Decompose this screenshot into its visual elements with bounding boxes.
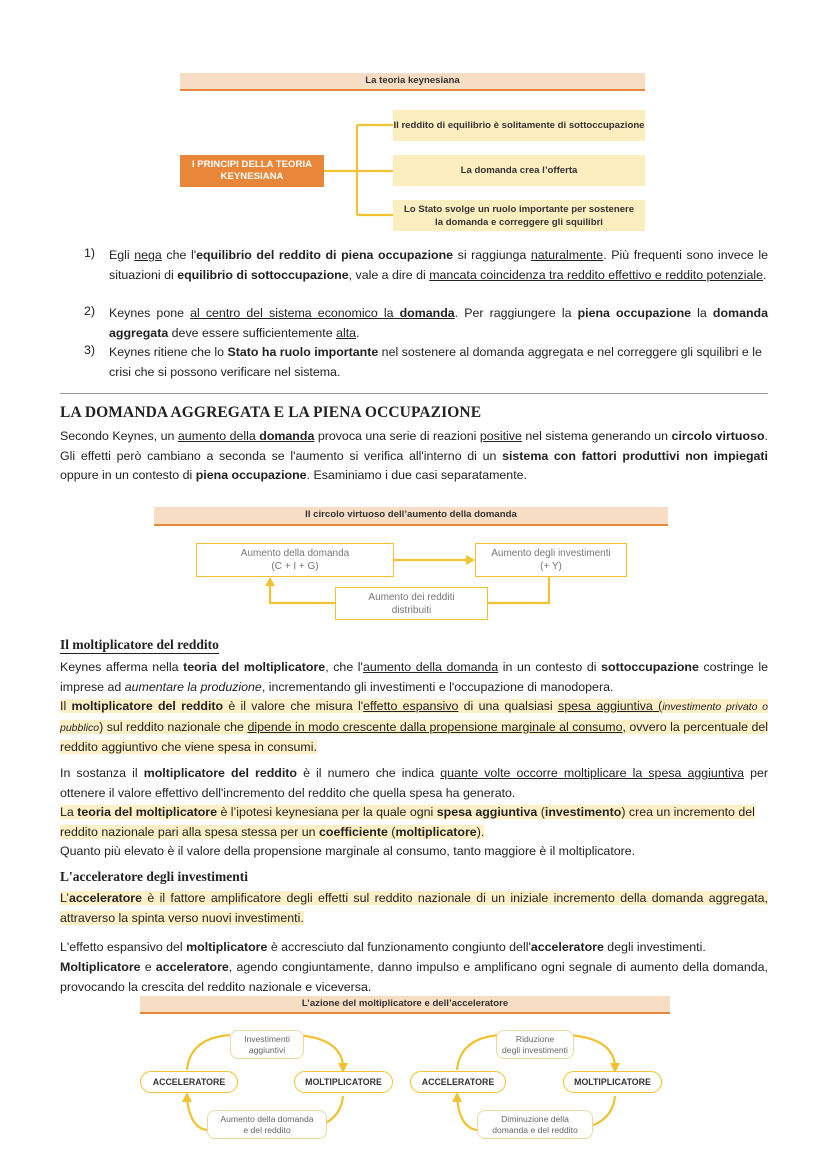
accelerator-heading: L'acceleratore degli investimenti (60, 869, 248, 884)
section-heading-aggregate-demand: LA DOMANDA AGGREGATA E LA PIENA OCCUPAZIONE (60, 404, 482, 421)
branch-box-demand: La domanda crea l’offerta (393, 155, 645, 186)
box-demand-increase: Aumento della domanda (C + I + G) (196, 543, 394, 577)
node-demand-income-increase: Aumento della domanda e del reddito (207, 1110, 327, 1139)
multiplier-paragraph-5: Quanto più elevato è il valore della propensione marginale al consumo, tanto maggiore è il moltiplicatore. (60, 844, 636, 858)
multiplier-pill-left: MOLTIPLICATORE (294, 1071, 393, 1093)
root-principles-box: I PRINCIPI DELLA TEORIA KEYNESIANA (180, 155, 324, 187)
list-item: Keynes pone al centro del sistema economico la domanda. Per raggiungere la piena occupazione la domanda aggregata deve essere sufficientemente alta. (109, 306, 768, 340)
multiplier-paragraph-3: In sostanza il moltiplicatore del reddito è il numero che indica quante volte occorre moltiplicare la spesa aggiuntiva per ottenere il valore effettivo dell'incremento del reddito che quella spesa ha generato. (60, 766, 768, 800)
accelerator-paragraph-3: Moltiplicatore e acceleratore, agendo congiuntamente, danno impulso e amplificano ogni segnale di aumento della domanda, provocando la crescita del reddito nazionale e viceversa. (60, 960, 769, 994)
list-number: 1) (84, 246, 96, 260)
node-additional-investments: Investimenti aggiuntivi (230, 1030, 304, 1059)
multiplier-heading: Il moltiplicatore del reddito (60, 637, 219, 652)
node-investment-reduction: Riduzione degli investimenti (496, 1030, 574, 1059)
multiplier-paragraph-1: Keynes afferma nella teoria del moltiplicatore, che l'aumento della domanda in un contesto di sottoccupazione costringe le imprese ad aumentare la produzione, incrementando gli investimenti e l'occupazione di manodopera. (60, 660, 768, 694)
accelerator-paragraph-2: L'effetto espansivo del moltiplicatore è accresciuto dal funzionamento congiunto dell'acceleratore degli investimenti. (60, 940, 706, 954)
box-investment-increase: Aumento degli investimenti (+ Y) (475, 543, 627, 577)
list-item: Egli nega che l'equilibrio del reddito di piena occupazione si raggiunga naturalmente. Più frequenti sono invece le situazioni di equilibrio di sottoccupazione, vale a dire di mancata coincidenza tra reddito effettivo e reddito potenziale. (109, 248, 768, 282)
section-intro-paragraph: Secondo Keynes, un aumento della domanda provoca una serie di reazioni positive nel sistema generando un circolo virtuoso. Gli effetti però cambiano a seconda se l'aumento si verifica all'interno di un sistema con fattori produttivi non impiegati oppure in un contesto di piena occupazione. Esaminiamo i due casi separatamente. (60, 429, 769, 483)
box-income-increase: Aumento dei redditi distribuiti (335, 587, 488, 620)
divider (60, 393, 768, 394)
branch-box-state: Lo Stato svolge un ruolo importante per sostenere la domanda e correggere gli squilibri (393, 200, 645, 231)
diagram-title: L’azione del moltiplicatore e dell’acceleratore (140, 996, 670, 1014)
multiplier-paragraph-4: La teoria del moltiplicatore è l’ipotesi keynesiana per la quale ogni spesa aggiuntiva (investimento) crea un incremento del reddito nazionale pari alla spesa stessa per un coefficiente (moltiplicatore). (60, 805, 755, 839)
accelerator-paragraph-1: L’acceleratore è il fattore amplificatore degli effetti sul reddito nazionale di un iniziale incremento della domanda aggregata, attraverso la spinta verso nuovi investimenti. (60, 891, 768, 925)
diagram-title: La teoria keynesiana (180, 73, 645, 91)
multiplier-pill-right: MOLTIPLICATORE (563, 1071, 662, 1093)
list-number: 2) (84, 304, 96, 318)
branch-box-equilibrium: Il reddito di equilibrio è solitamente di sottoccupazione (393, 110, 645, 141)
list-number: 3) (84, 343, 96, 357)
accelerator-pill-left: ACCELERATORE (140, 1071, 238, 1093)
diagram-title: Il circolo virtuoso dell’aumento della domanda (154, 507, 668, 526)
list-item: Keynes ritiene che lo Stato ha ruolo importante nel sostenere al domanda aggregata e nel correggere gli squilibri e le crisi che si possono verificare nel sistema. (109, 345, 762, 379)
multiplier-paragraph-2: Il moltiplicatore del reddito è il valore che misura l'effetto espansivo di una qualsiasi spesa aggiuntiva (investimento privato o pubblico) sul reddito nazionale che dipende in modo crescente dalla propensione marginale al consumo, ovvero la percentuale del reddito aggiuntivo che viene spesa in consumi. (60, 699, 768, 755)
node-demand-income-decrease: Diminuzione della domanda e del reddito (477, 1110, 593, 1139)
accelerator-pill-right: ACCELERATORE (410, 1071, 506, 1093)
